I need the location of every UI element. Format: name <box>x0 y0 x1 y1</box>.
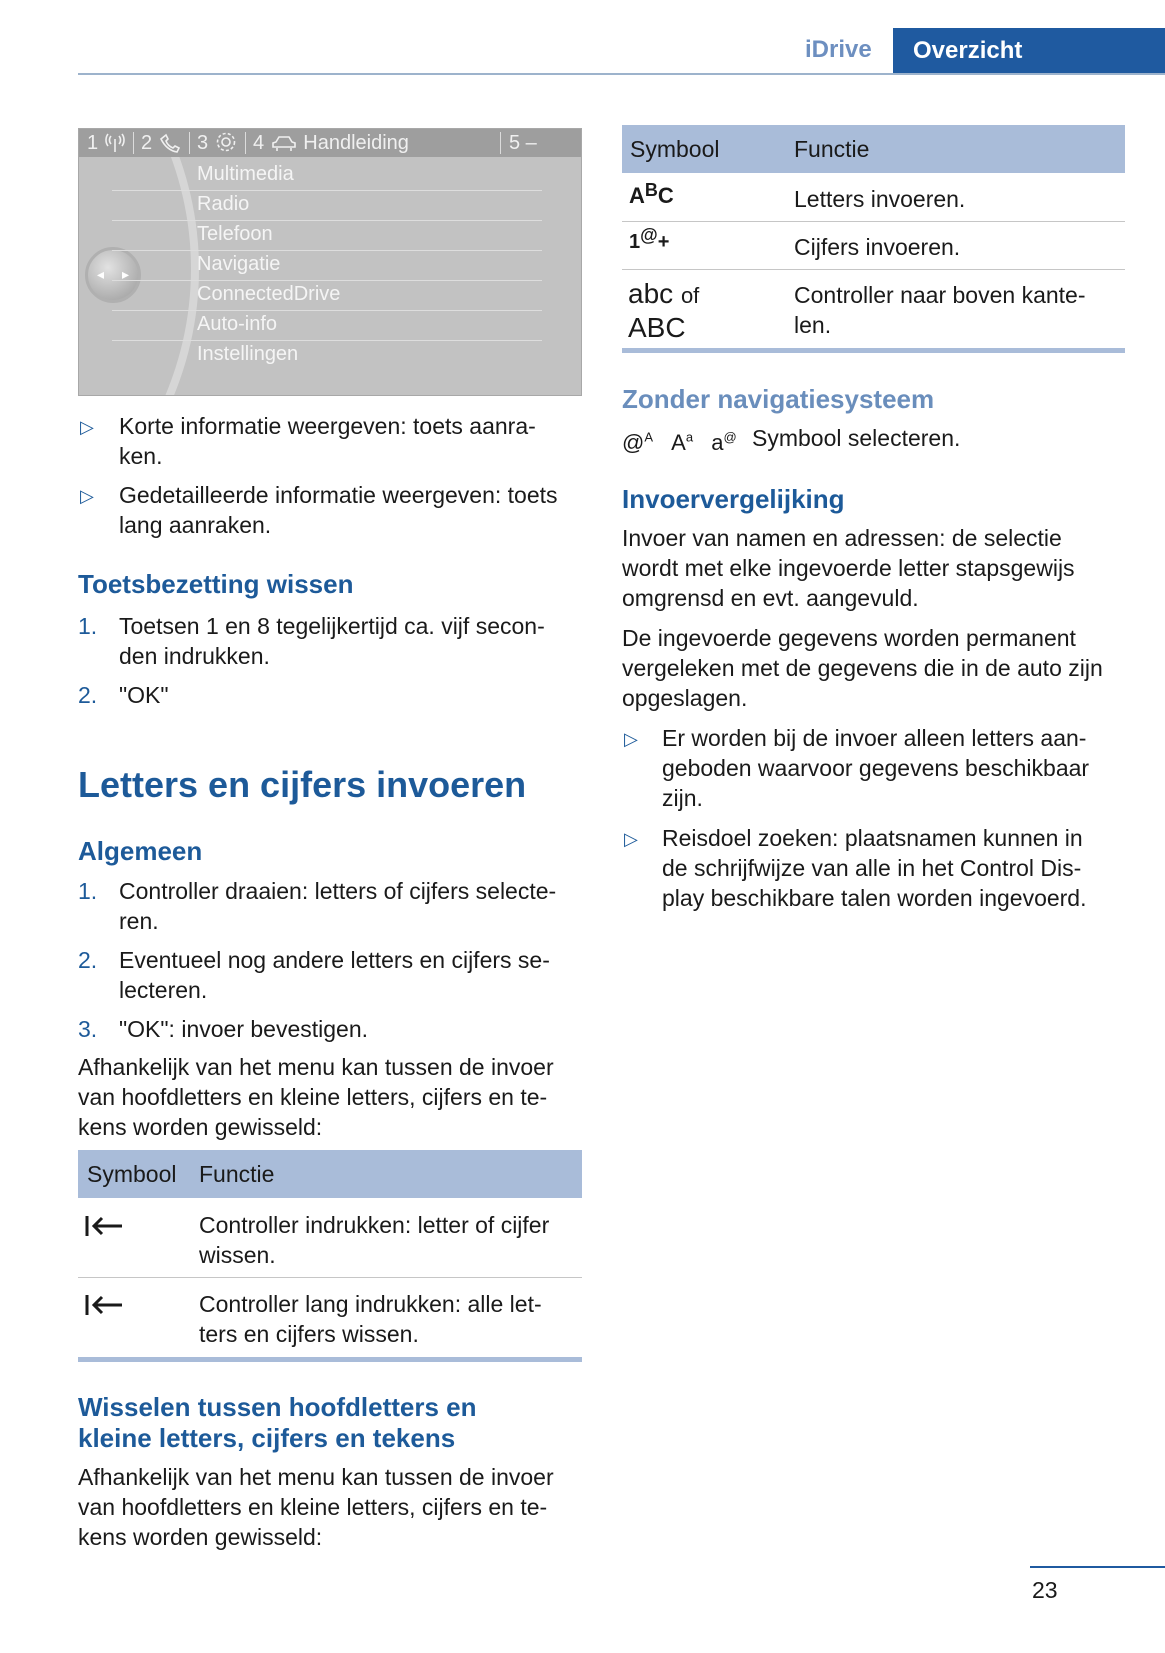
lower-at-icon: a@ <box>711 430 737 456</box>
step-text: Eventueel nog andere letters en cijfers se- lecteren. <box>119 947 550 1003</box>
numbers-mode-icon: 1@+ <box>629 225 670 253</box>
heading-zonder-navigatie: Zonder navigatiesysteem <box>622 384 935 414</box>
header-tab-label: Overzicht <box>913 37 1023 64</box>
step-number: 2. <box>78 682 98 708</box>
backspace-icon <box>84 1213 126 1239</box>
screen-tab-4: 4 Handleiding <box>253 132 409 154</box>
gear-icon <box>214 131 238 153</box>
phone-icon <box>158 133 182 153</box>
table-cell-functie: Controller naar boven kante- len. <box>794 282 1086 338</box>
screen-tab-handleiding: Handleiding <box>303 132 409 154</box>
screen-tab-5: 5 – <box>509 132 537 154</box>
screen-menu-item: Instellingen <box>197 343 299 365</box>
step-number: 2. <box>78 947 98 973</box>
screen-menu-item: ConnectedDrive <box>112 279 542 311</box>
page-number-rule <box>1030 1566 1165 1568</box>
step-text: "OK": invoer bevestigen. <box>119 1016 369 1042</box>
bullet-triangle-icon: ▷ <box>624 829 638 849</box>
table-header-functie: Functie <box>199 1161 275 1187</box>
heading-wisselen: Wisselen tussen hoofdletters en kleine letters, cijfers en tekens <box>78 1392 477 1453</box>
symbol-icons <box>622 423 737 458</box>
step-number: 1. <box>78 613 98 639</box>
screen-menu-item: Telefoon <box>112 219 542 251</box>
table-row-divider <box>622 221 1125 222</box>
page-title: Letters en cijfers invoeren <box>78 764 527 805</box>
heading-invoervergelijking: Invoervergelijking <box>622 484 845 514</box>
step-text: Controller draaien: letters of cijfers selecte- ren. <box>119 878 557 934</box>
case-switch-icon: abc of ABC <box>628 278 700 343</box>
heading-algemeen: Algemeen <box>78 836 203 866</box>
screen-menu-item: Navigatie <box>112 249 542 281</box>
bullet-text: Reisdoel zoeken: plaatsnamen kunnen in de schrijfwijze van alle in het Control Dis- play beschikbare talen worden ingevoerd. <box>662 825 1087 911</box>
table-end-rule <box>622 348 1125 353</box>
heading-toetsbezetting: Toetsbezetting wissen <box>78 569 354 599</box>
idrive-screen-image <box>78 128 582 396</box>
screen-menu-item: Auto-info <box>112 309 542 341</box>
screen-tab-bar <box>79 129 582 157</box>
table-cell-functie: Controller indrukken: letter of cijfer wissen. <box>199 1212 550 1268</box>
backspace-icon <box>84 1292 126 1318</box>
bullet-text: Korte informatie weergeven: toets aanra- ken. <box>119 413 536 469</box>
table-header <box>78 1150 582 1198</box>
at-upper-icon: @$^A$ <box>622 430 654 456</box>
controller-knob-icon: ◂ ▸ <box>85 247 141 303</box>
header-rule <box>78 73 1165 75</box>
bullet-text: Gedetailleerde informatie weergeven: toets lang aanraken. <box>119 482 558 538</box>
car-icon <box>270 133 298 153</box>
table-header-symbool: Symbool <box>87 1161 177 1187</box>
table-cell-functie: Cijfers invoeren. <box>794 234 961 260</box>
step-text: Toetsen 1 en 8 tegelijkertijd ca. vijf secon- den indrukken. <box>119 613 545 669</box>
paragraph: Invoer van namen en adressen: de selectie wordt met elke ingevoerde letter stapsgewijs omgrensd en evt. aangevuld. <box>622 525 1075 611</box>
paragraph: Afhankelijk van het menu kan tussen de invoer van hoofdletters en kleine letters, cijfers en te- kens worden gewisseld: <box>78 1464 554 1550</box>
step-number: 3. <box>78 1016 98 1042</box>
table-end-rule <box>78 1357 582 1362</box>
header-section: iDrive <box>805 36 872 63</box>
paragraph: De ingevoerde gegevens worden permanent vergeleken met de gegevens die in de auto zijn opgeslagen. <box>622 625 1103 711</box>
step-number: 1. <box>78 878 98 904</box>
table-header-functie: Functie <box>794 136 870 162</box>
screen-menu-item: Multimedia <box>112 159 542 191</box>
table-cell-functie: Controller lang indrukken: alle let- ters en cijfers wissen. <box>199 1291 542 1347</box>
symbol-select-text: Symbool selecteren. <box>752 425 961 451</box>
antenna-icon <box>104 133 126 153</box>
paragraph: Afhankelijk van het menu kan tussen de invoer van hoofdletters en kleine letters, cijfers en te- kens worden gewisseld: <box>78 1054 554 1140</box>
screen-tab-3: 3 <box>197 129 238 157</box>
screen-tab-2: 2 <box>141 129 182 157</box>
bullet-text: Er worden bij de invoer alleen letters aan- geboden waarvoor gegevens beschikbaar zijn. <box>662 725 1090 811</box>
bullet-triangle-icon: ▷ <box>624 729 638 749</box>
table-row-divider <box>78 1277 582 1278</box>
screen-menu-item: Radio <box>112 189 542 221</box>
step-text: "OK" <box>119 682 169 708</box>
table-row-divider <box>622 269 1125 270</box>
page-number: 23 <box>1032 1577 1058 1603</box>
screen-tab-1: 1 <box>87 129 126 157</box>
bullet-triangle-icon: ▷ <box>80 486 94 506</box>
letters-mode-icon: $A^BC$ <box>629 180 674 208</box>
bullet-triangle-icon: ▷ <box>80 417 94 437</box>
upper-lower-icon: $A^a$ <box>671 430 694 456</box>
table-header-symbool: Symbool <box>630 136 720 162</box>
table-cell-functie: Letters invoeren. <box>794 186 966 212</box>
header-tab <box>893 28 1165 74</box>
table-header <box>622 125 1125 173</box>
